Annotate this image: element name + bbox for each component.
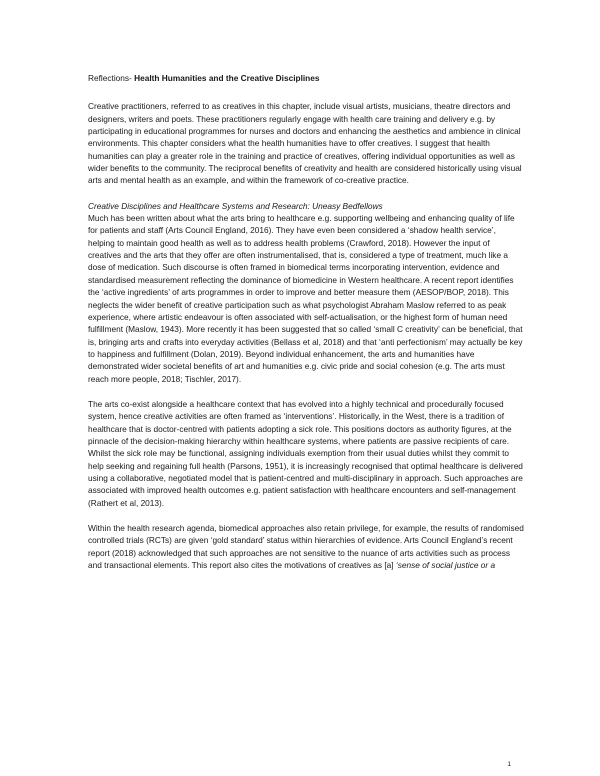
section-paragraph: Much has been written about what the arts bring to healthcare e.g. supporting wellbeing and enhancing quality of life for patients and staff (Arts Council England, 2016). They have even been considered a ‘shadow health service’, helping to maintain good health as well as to address health problems (Crawford, 2018). However the input of creatives and the arts that they offer are often instrumentalised, that is, considered a type of treatment, much like a dose of medication. Such discourse is often framed in biomedical terms incorporating intervention, evidence and standardised measurement reflecting the dominance of biomedicine in Western healthcare. A recent report identifies the ‘active ingredients’ of arts programmes in order to improve and better measure them (AESOP/BOP, 2018). This neglects the wider benefit of creative participation such as what psychologist Abraham Maslow referred to as peak experience, where artistic endeavour is often associated with self-actualisation, or the highest form of human need fulfillment (Maslow, 1943). More recently it has been suggested that so called ‘small C creativity’ can be beneficial, that is, bringing arts and crafts into everyday activities (Bellass et al, 2018) and that ‘anti perfectionism’ may actually be key to happiness and fulfillment (Dolan, 2019). Beyond individual enhancement, the arts and humanities have demonstrated wider societal benefits of art and humanities e.g. civic pride and social cohesion (e.g. The arts must reach more people, 2018; Tischler, 2017). xyxy=(88,213,523,384)
document-title xyxy=(88,72,524,84)
document-body xyxy=(88,72,524,584)
section-heading: Creative Disciplines and Healthcare Systems and Research: Uneasy Bedfellows xyxy=(88,200,383,211)
paragraph-4-text: Within the health research agenda, biomedical approaches also retain privilege, for example, the results of randomised controlled trials (RCTs) are given ‘gold standard’ status within hierarchies of evidence. Arts Council England’s recent report (2018) acknowledged that such approaches are not sensitive to the nuance of arts activities such as process and transactional elements. This report also cites the motivations of creatives as [a] xyxy=(88,523,524,571)
page-number: 1 xyxy=(507,761,511,768)
paragraph-4 xyxy=(88,522,524,571)
intro-paragraph: Creative practitioners, referred to as creatives in this chapter, include visual artists, musicians, theatre directors and designers, writers and poets. These practitioners regularly engage with health care training and delivery e.g. by participating in educational programmes for nurses and doctors and enhancing the aesthetics and ambience in clinical environments. This chapter considers what the health humanities have to offer creatives. I suggest that health humanities can play a greater role in the training and practice of creatives, offering individual opportunities as well as wider benefits to the community. The reciprocal benefits of creativity and health are considered historically using visual arts and mental health as an example, and within the framework of co-creative practice. xyxy=(88,101,522,186)
paragraph-4-quote: ‘sense of social justice or a xyxy=(395,560,496,571)
title-prefix: Reflections- xyxy=(88,73,135,83)
title-text: Health Humanities and the Creative Disciplines xyxy=(134,73,320,83)
paragraph-3: The arts co-exist alongside a healthcare context that has evolved into a highly technical and procedurally focused system, hence creative activities are often framed as ‘interventions’. Historically, in the West, there is a tradition of healthcare that is doctor-centred with patients adopting a sick role. This positions doctors as authority figures, at the pinnacle of the decision-making hierarchy within healthcare systems, where patients are passive recipients of care. Whilst the sick role may be functional, assigning individuals exemption from their usual duties whilst they commit to help seeking and regaining full health (Parsons, 1951), it is increasingly recognised that optimal healthcare is delivered using a collaborative, negotiated model that is patient-centred and multi-disciplinary in approach. Such approaches are associated with improved health outcomes e.g. patient satisfaction with healthcare encounters and self-management (Rathert et al, 2013). xyxy=(88,398,523,508)
